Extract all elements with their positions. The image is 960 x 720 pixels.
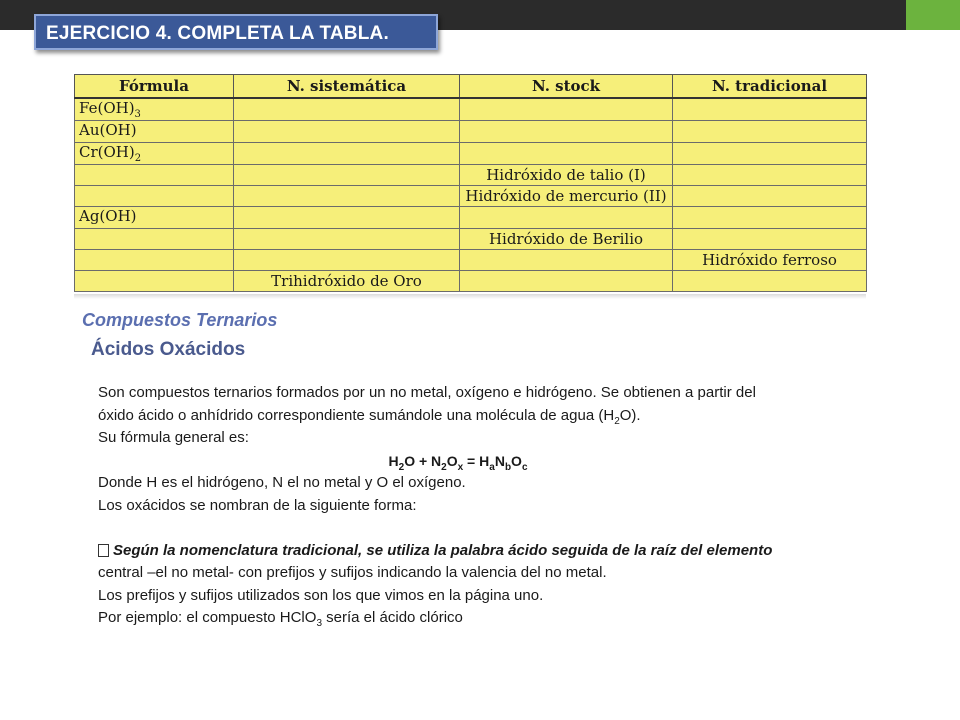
text-run: óxido ácido o anhídrido correspondiente sumándole una molécula de agua (H <box>98 406 615 424</box>
paragraph-line: Son compuestos ternarios formados por un no metal, oxígeno e hidrógeno. Se obtienen a partir del <box>98 384 756 401</box>
table-row <box>75 271 867 292</box>
table-row <box>75 186 867 207</box>
formula-text: Au(OH) <box>79 121 137 139</box>
exercise-table <box>74 74 867 292</box>
formula-cell <box>75 229 234 250</box>
sistematica-cell <box>234 98 460 121</box>
general-formula <box>98 450 818 473</box>
paragraph-line <box>98 607 858 630</box>
stock-cell <box>460 250 673 271</box>
table-row <box>75 207 867 229</box>
formula-text: Cr(OH) <box>79 143 135 161</box>
missing-glyph-bullet-icon <box>98 544 109 557</box>
table-row <box>75 229 867 250</box>
paragraph-line: Los oxácidos se nombran de la siguiente forma: <box>98 496 417 514</box>
paragraph-line: central –el no metal- con prefijos y sufijos indicando la valencia del no metal. <box>98 564 607 581</box>
formula-subscript: 3 <box>134 109 141 120</box>
formula-text: Fe(OH) <box>79 99 135 117</box>
text-run: Por ejemplo: el compuesto HClO <box>98 609 317 626</box>
stock-cell <box>460 98 673 121</box>
formula-cell <box>75 98 234 121</box>
formula-part: O <box>511 452 522 469</box>
formula-cell <box>75 207 234 229</box>
text-run: sería el ácido clórico <box>322 609 463 626</box>
column-header-tradicional: N. tradicional <box>673 75 867 99</box>
subscript: 2 <box>614 415 620 427</box>
formula-text: Ag(OH) <box>79 207 137 225</box>
table-row <box>75 250 867 271</box>
stock-cell: Hidróxido de mercurio (II) <box>460 186 673 207</box>
tradicional-cell <box>673 271 867 292</box>
section-subheading: Ácidos Oxácidos <box>91 339 246 360</box>
formula-cell <box>75 121 234 143</box>
tradicional-cell <box>673 165 867 186</box>
formula-cell <box>75 186 234 207</box>
sistematica-cell <box>234 143 460 165</box>
exercise-title: EJERCICIO 4. COMPLETA LA TABLA. <box>46 23 389 44</box>
stock-cell <box>460 207 673 229</box>
paragraph-line: Los prefijos y sufijos utilizados son los que vimos en la página uno. <box>98 586 544 604</box>
subscript: x <box>457 461 464 473</box>
sistematica-cell <box>234 207 460 229</box>
exercise-title-box <box>34 14 438 50</box>
formula-part: N <box>494 452 505 469</box>
body-text <box>98 382 858 630</box>
formula-subscript: 2 <box>134 153 142 164</box>
column-header-stock: N. stock <box>460 75 673 99</box>
paragraph-line <box>98 405 858 428</box>
table-row <box>75 143 867 165</box>
sistematica-cell <box>234 250 460 271</box>
table-row <box>75 121 867 143</box>
stock-cell <box>460 121 673 143</box>
tradicional-cell <box>673 207 867 229</box>
tradicional-cell <box>673 98 867 121</box>
subscript: 2 <box>398 461 405 473</box>
subscript: b <box>504 461 512 473</box>
blank-line <box>98 517 858 540</box>
tradicional-cell <box>673 143 867 165</box>
formula-cell <box>75 271 234 292</box>
sistematica-cell: Trihidróxido de Oro <box>234 271 460 292</box>
formula-cell <box>75 250 234 271</box>
subscript: 3 <box>316 618 322 629</box>
column-header-sistematica: N. sistemática <box>234 75 460 99</box>
formula-part: O + N <box>404 452 442 469</box>
subscript: a <box>489 461 495 473</box>
sistematica-cell <box>234 165 460 186</box>
stock-cell: Hidróxido de Berilio <box>460 229 673 250</box>
stock-cell <box>460 143 673 165</box>
formula-cell <box>75 165 234 186</box>
table-row <box>75 98 867 121</box>
subscript: c <box>521 461 528 473</box>
column-header-formula: Fórmula <box>75 75 234 99</box>
tradicional-cell <box>673 121 867 143</box>
table-shadow <box>74 294 866 299</box>
sistematica-cell <box>234 186 460 207</box>
paragraph-line <box>98 540 858 563</box>
rule-text: Según la nomenclatura tradicional, se utiliza la palabra ácido seguida de la raíz del elemento <box>113 541 773 559</box>
stock-cell <box>460 271 673 292</box>
formula-cell <box>75 143 234 165</box>
text-run: O). <box>619 406 641 424</box>
section-heading: Compuestos Ternarios <box>82 310 278 330</box>
sistematica-cell <box>234 121 460 143</box>
tradicional-cell <box>673 186 867 207</box>
exercise-table-image <box>74 74 866 296</box>
tradicional-cell: Hidróxido ferroso <box>673 250 867 271</box>
top-accent-block <box>906 0 960 30</box>
formula-part: H <box>388 452 399 469</box>
sistematica-cell <box>234 229 460 250</box>
paragraph-line: Su fórmula general es: <box>98 429 249 446</box>
stock-cell: Hidróxido de talio (I) <box>460 165 673 186</box>
table-row <box>75 165 867 186</box>
subscript: 2 <box>441 461 447 473</box>
formula-part: = H <box>463 452 490 469</box>
table-header-row <box>75 75 867 99</box>
paragraph-line: Donde H es el hidrógeno, N el no metal y O el oxígeno. <box>98 474 466 491</box>
formula-part: O <box>446 452 458 469</box>
tradicional-cell <box>673 229 867 250</box>
